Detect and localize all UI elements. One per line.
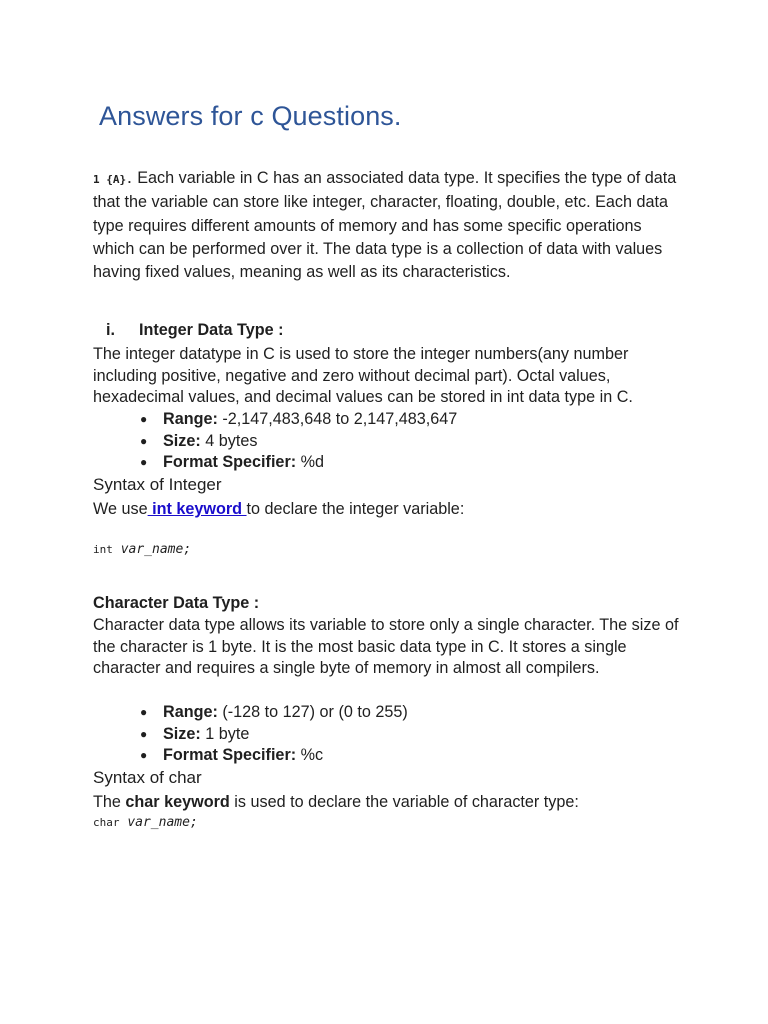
bullet-icon: ● — [140, 705, 148, 719]
usage-prefix: The — [93, 793, 126, 811]
bullet-icon: ● — [140, 455, 148, 469]
list-item — [140, 452, 457, 474]
bullet-label: Format Specifier: — [163, 453, 297, 471]
intro-text: Each variable in C has an associated data type. It specifies the type of data that the variable can store like integer, character, floating, double, etc. Each data type requires different amounts of memory and has some specific operations which can be performed over it. The data type is a collection of data with values having fixed values, meaning as well as its characteristics. — [93, 169, 677, 282]
char-keyword: char keyword — [125, 793, 230, 811]
intro-paragraph — [93, 167, 683, 284]
bullet-label: Format Specifier: — [163, 746, 297, 764]
integer-heading-text: Integer Data Type : — [139, 321, 284, 339]
code-keyword: char — [93, 816, 120, 829]
list-item — [140, 745, 408, 767]
list-item — [140, 724, 408, 746]
bullet-value: -2,147,483,648 to 2,147,483,647 — [217, 410, 458, 428]
question-marker: 1 {A}. — [93, 173, 133, 186]
bullet-label: Range: — [163, 703, 218, 721]
character-description: Character data type allows its variable to store only a single character. The size of the character is 1 byte. It is the most basic data type in C. It stores a single character and requires a single byte of memory in almost all compilers. — [93, 616, 679, 677]
bullet-value: %d — [296, 453, 325, 471]
integer-syntax-title: Syntax of Integer — [93, 475, 222, 494]
integer-code-line — [93, 542, 191, 557]
list-item — [140, 409, 457, 431]
bullet-value: 1 byte — [200, 724, 250, 743]
character-code-line — [93, 815, 198, 830]
bullet-label: Size: — [163, 724, 201, 743]
int-keyword-link[interactable]: int keyword — [147, 500, 247, 518]
code-variable: var_name; — [127, 815, 198, 830]
code-variable: var_name; — [120, 542, 192, 557]
integer-bullet-list — [140, 409, 457, 474]
bullet-icon: ● — [140, 412, 148, 426]
character-usage — [93, 791, 683, 814]
usage-suffix: to declare the integer variable: — [246, 500, 465, 518]
bullet-icon: ● — [140, 433, 148, 448]
bullet-icon: ● — [140, 748, 148, 762]
character-heading: Character Data Type : — [93, 594, 260, 612]
integer-usage — [93, 498, 683, 521]
usage-suffix: is used to declare the variable of character type: — [229, 793, 579, 811]
bullet-value: (-128 to 127) or (0 to 255) — [217, 703, 408, 721]
integer-description: The integer datatype in C is used to store the integer numbers(any number including positive, negative and zero without decimal part). Octal values, hexadecimal values, and decimal values can be stored in int data type in C. — [93, 345, 633, 406]
bullet-label: Range: — [163, 410, 218, 428]
bullet-icon: ● — [140, 726, 148, 741]
bullet-value: 4 bytes — [200, 431, 258, 450]
code-keyword: int — [93, 543, 113, 556]
bullet-value: %c — [296, 746, 324, 764]
list-item — [140, 431, 457, 453]
usage-prefix: We use — [93, 500, 148, 518]
character-bullet-list — [140, 702, 408, 767]
integer-heading — [106, 321, 284, 340]
page-title: Answers for c Questions. — [99, 101, 402, 131]
character-syntax-title: Syntax of char — [93, 768, 202, 787]
list-item — [140, 702, 408, 724]
bullet-label: Size: — [163, 431, 201, 450]
roman-numeral: i. — [106, 321, 115, 339]
